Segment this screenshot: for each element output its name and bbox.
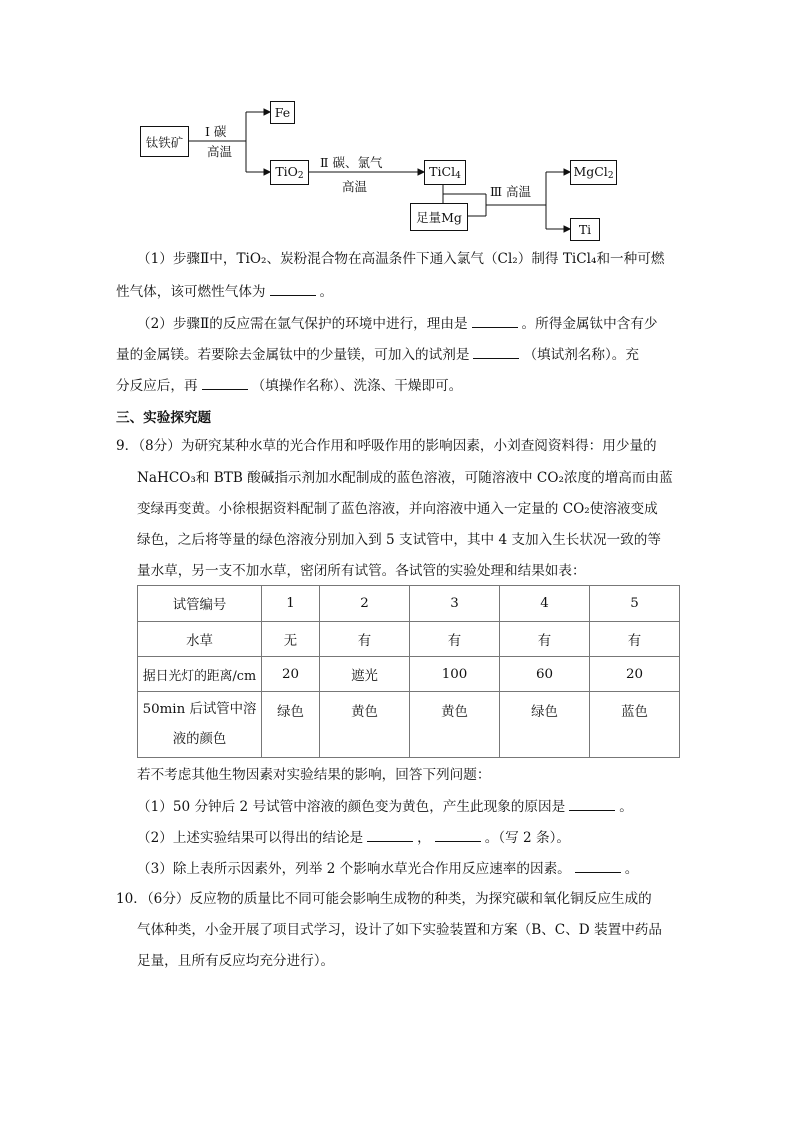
table-header-cell: 3 [410, 586, 500, 622]
ilmenite-box [140, 126, 189, 157]
q8-part2-line1 [137, 314, 657, 333]
table-row [138, 692, 680, 758]
table-cell: 遮光 [320, 657, 410, 692]
q9-sub2-text: （2）上述实验结果可以得出的结论是 [137, 830, 364, 846]
table-cell: 20 [590, 657, 680, 692]
q10-line3: 足量，且所有反应均充分进行）。 [137, 953, 335, 969]
table-cell: 黄色 [410, 692, 500, 758]
flow-lines [0, 0, 794, 250]
mg-box [410, 203, 468, 231]
answer-blank[interactable] [473, 345, 519, 359]
q9-sub3-text: （3）除上表所示因素外，列举 2 个影响水草光合作用反应速率的因素。 [137, 861, 571, 877]
table-cell: 有 [590, 622, 680, 657]
q8-part2-text-e: 分反应后，再 [116, 378, 198, 394]
q8-part1-text: 性气体，该可燃性气体为 [116, 284, 266, 300]
q9-line4: 绿色，之后将等量的绿色溶液分别加入到 5 支试管中，其中 4 支加入生长状况一致的等 [137, 532, 661, 548]
answer-blank[interactable] [367, 828, 413, 842]
table-cell: 60 [500, 657, 590, 692]
table-cell: 据日光灯的距离/cm [138, 657, 262, 692]
mgcl2-label [573, 164, 613, 181]
ticl4-text: TiCl [429, 164, 456, 179]
table-cell: 水草 [138, 622, 262, 657]
q8-part2-text-f: （填操作名称）、洗涤、干燥即可。 [251, 378, 463, 394]
table-cell: 蓝色 [590, 692, 680, 758]
table-row [138, 657, 680, 692]
table-cell: 黄色 [320, 692, 410, 758]
q9-after-table: 若不考虑其他生物因素对实验结果的影响，回答下列问题： [137, 767, 491, 783]
results-table [137, 585, 680, 758]
table-header-cell: 1 [262, 586, 320, 622]
q9-line3: 变绿再变黄。小徐根据资料配制了蓝色溶液，并向溶液中通入一定量的 CO₂使溶液变成 [137, 501, 658, 517]
section-heading: 三、实验探究题 [116, 410, 212, 426]
q8-part2-text-d: （填试剂名称）。充 [523, 347, 639, 363]
fe-label: Fe [274, 105, 291, 120]
mg-label: 足量Mg [416, 210, 462, 225]
q8-part2-line3 [116, 376, 462, 395]
table-header-cell: 4 [500, 586, 590, 622]
fe-box [270, 101, 295, 124]
q8-part2-line2 [116, 345, 639, 364]
tio2-label [275, 164, 303, 181]
q8-part2-text-c: 量的金属镁。若要除去金属钛中的少量镁，可加入的试剂是 [116, 347, 470, 363]
step1-condition: 高温 [207, 144, 233, 159]
table-cell: 100 [410, 657, 500, 692]
table-cell: 20 [262, 657, 320, 692]
tio2-subscript: 2 [297, 171, 304, 181]
table-cell: 50min 后试管中溶液的颜色 [138, 692, 262, 758]
q9-sub3-end: 。 [624, 861, 639, 877]
q9-line1: 9．（8分）为研究某种水草的光合作用和呼吸作用的影响因素，小刘查阅资料得：用少量的 [116, 438, 657, 454]
table-header-cell: 试管编号 [138, 586, 262, 622]
table-row [138, 622, 680, 657]
q8-part2-text-a: （2）步骤Ⅱ的反应需在氩气保护的环境中进行，理由是 [137, 316, 468, 332]
table-header-cell: 2 [320, 586, 410, 622]
mgcl2-text: MgCl [573, 164, 608, 179]
ticl4-label [429, 164, 461, 181]
tio2-text: TiO [275, 164, 298, 179]
step2-condition: 高温 [342, 179, 368, 194]
q9-sub2 [137, 828, 570, 847]
q9-sub1-text: （1）50 分钟后 2 号试管中溶液的颜色变为黄色，产生此现象的原因是 [137, 799, 566, 815]
answer-blank[interactable] [575, 859, 621, 873]
q8-part1-end: 。 [319, 284, 334, 300]
q8-part1-line1: （1）步骤Ⅱ中，TiO₂、炭粉混合物在高温条件下通入氯气（Cl₂）制得 TiCl₄和一种可燃 [137, 251, 665, 267]
tio2-box [270, 160, 309, 185]
q9-sub3 [137, 859, 638, 878]
q9-sub2-end: 。（写 2 条）。 [484, 830, 571, 846]
answer-blank[interactable] [435, 828, 481, 842]
q8-part1-line2 [116, 282, 333, 301]
ilmenite-label: 钛铁矿 [145, 134, 184, 150]
answer-blank[interactable] [202, 376, 248, 390]
q8-part2-text-b: 。所得金属钛中含有少 [521, 316, 658, 332]
q10-line2: 气体种类，小金开展了项目式学习，设计了如下实验装置和方案（B、C、D 装置中药品 [137, 922, 662, 938]
ticl4-subscript: 4 [455, 171, 461, 181]
q9-line2: NaHCO₃和 BTB 酸碱指示剂加水配制成的蓝色溶液，可随溶液中 CO₂浓度的增高而由蓝 [137, 470, 673, 486]
q9-sub1-end: 。 [619, 799, 633, 815]
answer-blank[interactable] [472, 314, 518, 328]
table-cell: 有 [320, 622, 410, 657]
ti-label: Ti [578, 222, 592, 237]
mgcl2-box [570, 160, 617, 185]
q9-line5: 量水草，另一支不加水草，密闭所有试管。各试管的实验处理和结果如表： [137, 563, 586, 579]
q9-sub1 [137, 797, 633, 816]
ti-box [570, 218, 600, 241]
table-cell: 绿色 [500, 692, 590, 758]
q9-sub2-sep: ， [417, 830, 431, 846]
answer-blank[interactable] [569, 797, 615, 811]
step3-label: Ⅲ 高温 [490, 184, 532, 199]
table-cell: 无 [262, 622, 320, 657]
step1-label: Ⅰ 碳 [205, 124, 227, 139]
answer-blank[interactable] [270, 282, 316, 296]
table-cell: 有 [500, 622, 590, 657]
table-header-row [138, 586, 680, 622]
table-cell: 有 [410, 622, 500, 657]
step2-label: Ⅱ 碳、氯气 [320, 155, 383, 170]
mgcl2-subscript: 2 [607, 171, 614, 181]
table-header-cell: 5 [590, 586, 680, 622]
q10-line1: 10．（6分）反应物的质量比不同可能会影响生成物的种类，为探究碳和氧化铜反应生成的 [116, 891, 652, 907]
table-cell: 绿色 [262, 692, 320, 758]
ticl4-box [424, 160, 466, 185]
